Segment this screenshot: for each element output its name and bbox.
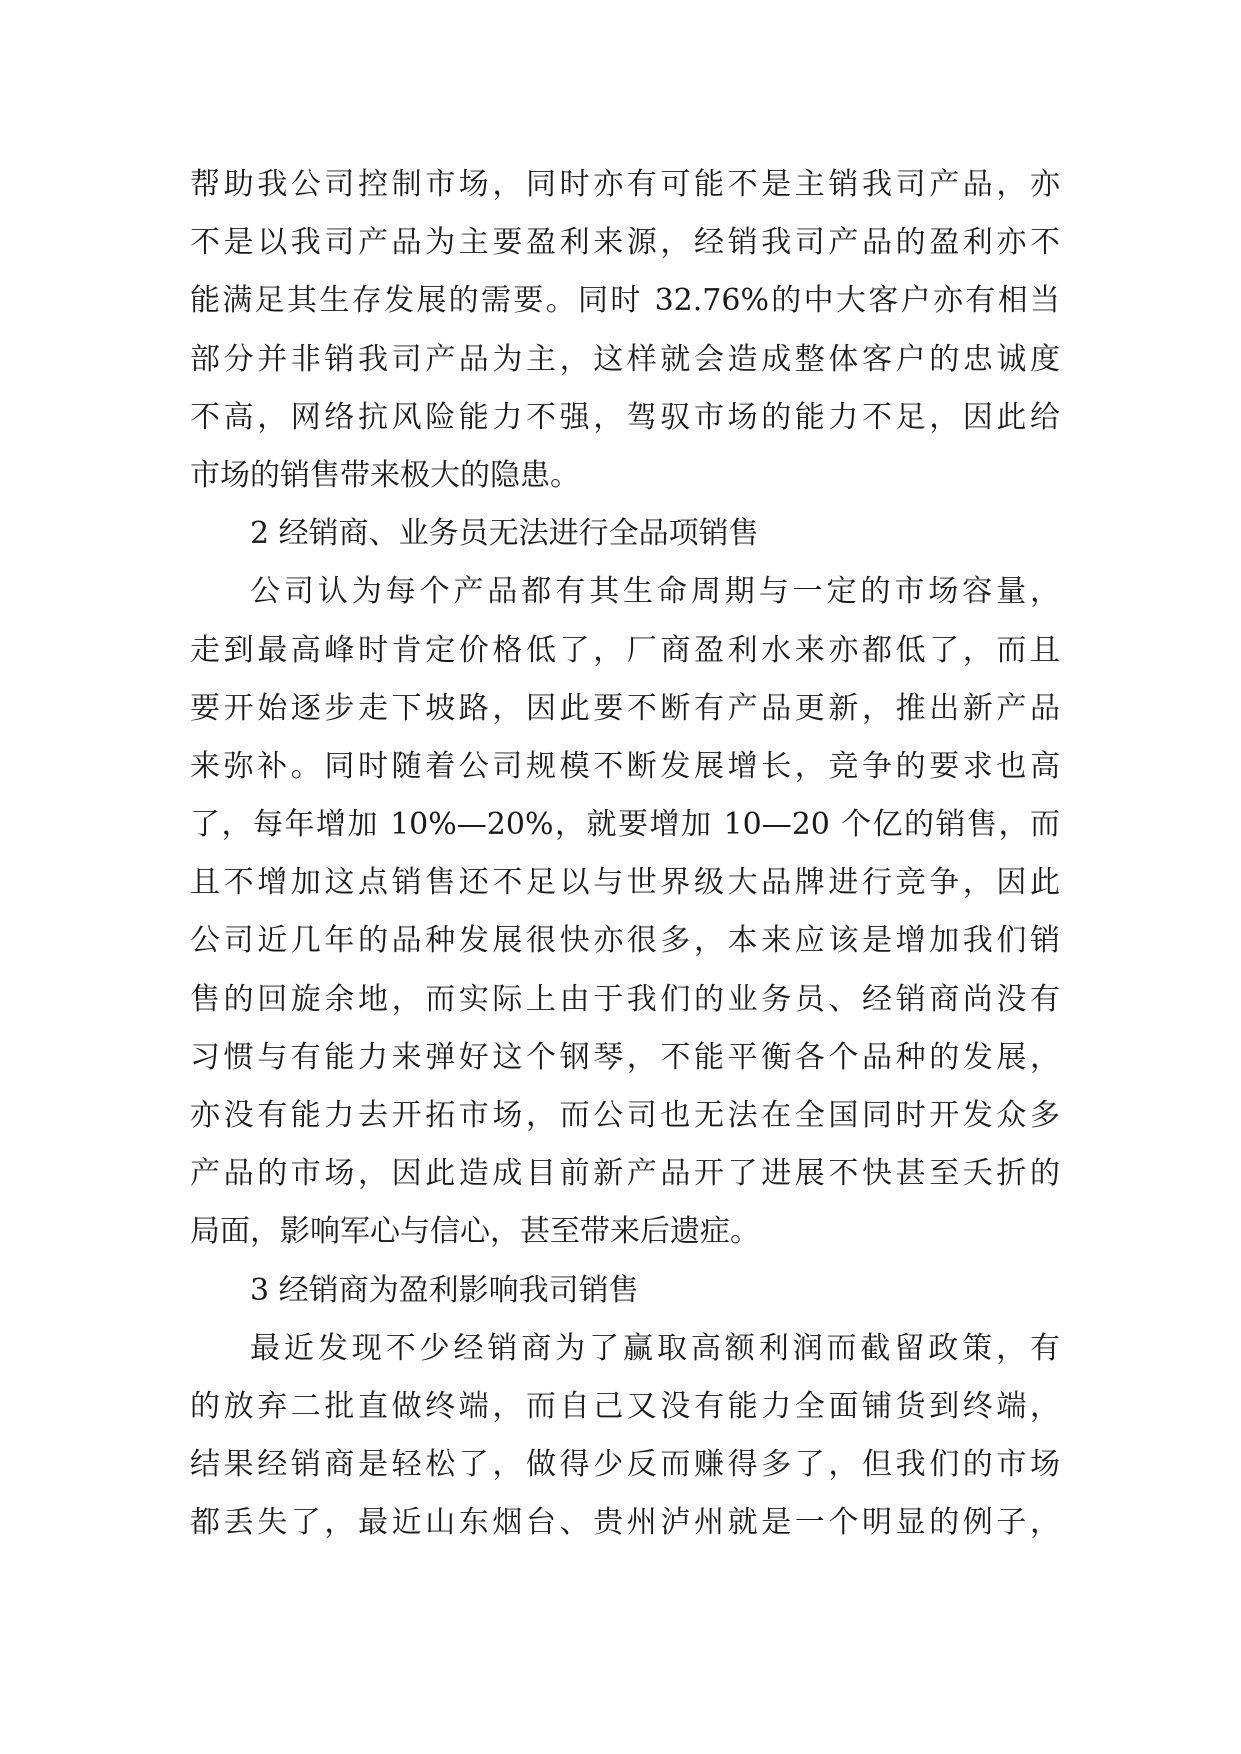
section-heading-2: 2 经销商、业务员无法进行全品项销售	[250, 516, 759, 552]
text-line: 能满足其生存发展的需要。同时 32.76%的中大客户亦有相当	[190, 283, 1060, 319]
paragraph-first-line: 最近发现不少经销商为了赢取高额利润而截留政策，有	[250, 1330, 1060, 1366]
section-heading-3: 3 经销商为盈利影响我司销售	[250, 1272, 639, 1308]
text-line: 习惯与有能力来弹好这个钢琴，不能平衡各个品种的发展，	[190, 1039, 1060, 1075]
text-line: 要开始逐步走下坡路，因此要不断有产品更新，推出新产品	[190, 690, 1060, 726]
text-line: 产品的市场，因此造成目前新产品开了进展不快甚至夭折的	[190, 1156, 1060, 1192]
text-line: 的放弃二批直做终端，而自己又没有能力全面铺货到终端，	[190, 1388, 1060, 1424]
text-line: 帮助我公司控制市场，同时亦有可能不是主销我司产品，亦	[190, 167, 1060, 202]
text-line: 部分并非销我司产品为主，这样就会造成整体客户的忠诚度	[190, 341, 1060, 377]
text-line: 且不增加这点销售还不足以与世界级大品牌进行竞争，因此	[190, 865, 1060, 901]
text-line: 来弥补。同时随着公司规模不断发展增长，竞争的要求也高	[190, 748, 1060, 784]
text-line: 了，每年增加 10%—20%，就要增加 10—20 个亿的销售，而	[190, 807, 1060, 843]
text-line: 不是以我司产品为主要盈利来源，经销我司产品的盈利亦不	[190, 225, 1060, 261]
text-line: 亦没有能力去开拓市场，而公司也无法在全国同时开发众多	[190, 1098, 1060, 1133]
text-line: 走到最高峰时肯定价格低了，厂商盈利水来亦都低了，而且	[190, 632, 1060, 668]
text-line: 结果经销商是轻松了，做得少反而赚得多了，但我们的市场	[190, 1447, 1060, 1483]
text-line: 售的回旋余地，而实际上由于我们的业务员、经销商尚没有	[190, 981, 1060, 1017]
paragraph-first-line: 公司认为每个产品都有其生命周期与一定的市场容量，	[250, 574, 1060, 610]
text-line: 不高，网络抗风险能力不强，驾驭市场的能力不足，因此给	[190, 399, 1060, 435]
body-text	[190, 156, 1060, 1553]
text-line: 市场的销售带来极大的隐患。	[190, 457, 580, 493]
text-line: 局面，影响军心与信心，甚至带来后遗症。	[190, 1214, 760, 1250]
text-line: 都丢失了，最近山东烟台、贵州泸州就是一个明显的例子，	[190, 1505, 1060, 1541]
text-line: 公司近几年的品种发展很快亦很多，本来应该是增加我们销	[190, 923, 1060, 959]
